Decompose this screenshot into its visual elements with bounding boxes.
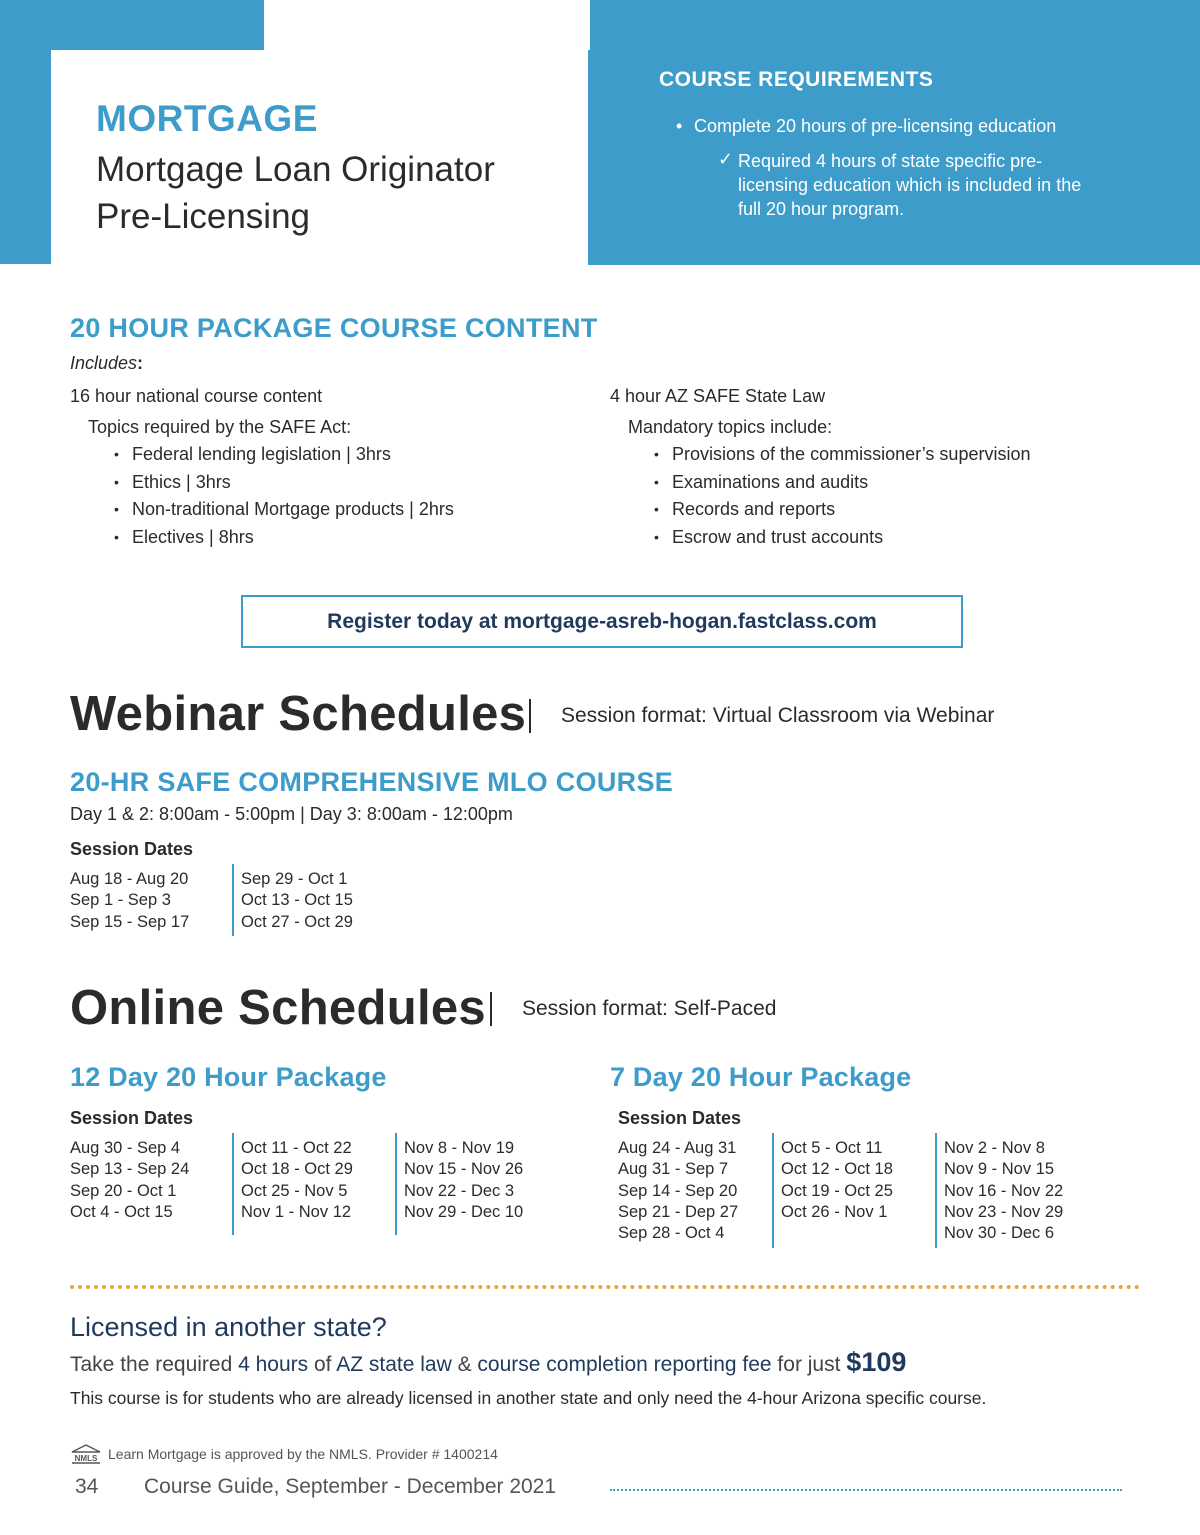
list-item-text: Examinations and audits [672,471,869,492]
offer-text: & [451,1353,478,1376]
date-range: Nov 9 - Nov 15 [944,1160,1055,1179]
header-white-notch [264,0,590,50]
session-dates-label: Session Dates [70,1108,194,1128]
online-format: Session format: Self-Paced [522,997,777,1020]
bullet-icon: • [114,446,119,462]
category-title: MORTGAGE [96,98,318,139]
offer-price: $109 [846,1347,907,1377]
date-range: Nov 16 - Nov 22 [944,1181,1064,1200]
date-range: Sep 1 - Sep 3 [70,891,171,910]
guide-title: Course Guide, September - December 2021 [144,1475,557,1498]
date-range: Aug 24 - Aug 31 [618,1139,737,1157]
date-range: Oct 12 - Oct 18 [781,1160,893,1179]
date-range: Nov 8 - Nov 19 [404,1139,515,1157]
webinar-format: Session format: Virtual Classroom via Webinar [561,704,995,727]
includes-label [70,353,143,374]
requirement-item: Complete 20 hours of pre-licensing education [694,116,1057,136]
footer-divider [610,1489,1122,1491]
pkg7-dates-col2 [781,1138,893,1223]
list-item-text: Ethics | 3hrs [132,471,231,492]
nmls-logo-text: NMLS [74,1454,98,1463]
date-range: Sep 13 - Sep 24 [70,1160,190,1179]
list-item-text: Electives | 8hrs [132,526,254,547]
offer-text: for just [771,1353,847,1376]
pkg12-dates-col2 [241,1138,353,1223]
offer-text: of [308,1353,337,1376]
course-name-line2: Pre-Licensing [96,197,310,236]
heading-divider [490,992,492,1026]
date-range: Aug 31 - Sep 7 [618,1160,729,1179]
column-divider [395,1133,397,1235]
column-divider [232,1133,234,1235]
date-range: Oct 26 - Nov 1 [781,1202,888,1221]
register-link[interactable] [241,595,963,648]
date-range: Aug 18 - Aug 20 [70,870,189,888]
date-range: Oct 11 - Oct 22 [241,1139,352,1157]
offer-text: Take the required [70,1353,239,1376]
check-icon: ✓ [718,149,734,169]
mandatory-topics-subheading: Mandatory topics include: [628,417,833,437]
webinar-dates-col1 [70,869,189,933]
requirements-title: COURSE REQUIREMENTS [659,68,934,91]
heading-divider [529,699,531,733]
list-item [114,524,454,552]
bullet-icon: • [114,473,119,490]
date-range: Oct 13 - Oct 15 [241,891,353,910]
column-divider [935,1133,937,1248]
date-range: Oct 4 - Oct 15 [70,1202,173,1221]
date-range: Sep 14 - Sep 20 [618,1181,738,1200]
date-range: Oct 25 - Nov 5 [241,1181,348,1200]
date-range: Sep 15 - Sep 17 [70,912,190,931]
bullet-icon: • [654,528,659,545]
date-range: Nov 23 - Nov 29 [944,1202,1064,1221]
nmls-logo-icon [70,1443,102,1465]
list-item-text: Provisions of the commissioner’s supervision [672,444,1031,464]
list-item [114,496,454,524]
date-range: Aug 30 - Sep 4 [70,1139,181,1157]
pkg12-dates-col1 [70,1138,189,1223]
list-item [114,441,454,469]
date-range: Nov 29 - Dec 10 [404,1202,524,1221]
section-divider [70,1285,1140,1289]
requirement-subitem: Required 4 hours of state specific pre-licensing education which is included in the full 20 hour program. [738,151,1082,219]
pkg7-dates-col3 [944,1138,1063,1244]
mandatory-topic-list [654,441,1031,551]
page-number: 34 [75,1475,99,1498]
date-range: Oct 27 - Oct 29 [241,912,353,931]
licensed-title: Licensed in another state? [70,1312,387,1342]
course-name [96,146,495,240]
list-item [654,469,1030,497]
webinar-schedules-heading: Webinar Schedules [70,687,527,741]
date-range: Sep 20 - Oct 1 [70,1181,177,1200]
course-name-line1: Mortgage Loan Originator [96,150,495,189]
national-content-heading: 16 hour national course content [70,386,323,406]
date-range: Sep 29 - Oct 1 [241,870,348,888]
pkg12-dates-col3 [404,1138,523,1223]
session-dates-label: Session Dates [618,1108,742,1128]
webinar-course-times: Day 1 & 2: 8:00am - 5:00pm | Day 3: 8:00am - 12:00pm [70,804,513,824]
list-item [654,441,1031,469]
bullet-icon: • [114,501,119,517]
date-range: Oct 19 - Oct 25 [781,1181,893,1200]
session-dates-label: Session Dates [70,839,194,859]
date-range: Nov 15 - Nov 26 [404,1160,524,1179]
bullet-icon: • [654,473,659,490]
bullet-icon: • [654,446,659,462]
bullet-icon: • [114,528,119,545]
safe-act-subheading: Topics required by the SAFE Act: [88,417,352,437]
includes-text: Includes [70,353,138,373]
pkg7-title: 7 Day 20 Hour Package [610,1062,912,1092]
list-item-text: Non-traditional Mortgage products | 2hrs [132,499,454,519]
list-item-text: Federal lending legislation | 3hrs [132,444,391,464]
nmls-approval: Learn Mortgage is approved by the NMLS. Provider # 1400214 [108,1446,498,1462]
webinar-course-title: 20-HR SAFE COMPREHENSIVE MLO COURSE [70,767,674,797]
list-item-text: Escrow and trust accounts [672,526,884,547]
date-range: Oct 5 - Oct 11 [781,1139,883,1157]
date-range: Sep 28 - Oct 4 [618,1224,725,1243]
safe-act-topic-list [114,441,454,551]
bullet-icon: • [654,501,659,517]
pkg7-dates-col1 [618,1138,738,1244]
offer-law: AZ state law [336,1353,452,1376]
state-law-heading: 4 hour AZ SAFE State Law [610,386,826,406]
date-range: Nov 2 - Nov 8 [944,1139,1045,1157]
offer-fee: course completion reporting fee [477,1353,772,1376]
package-content-title: 20 HOUR PACKAGE COURSE CONTENT [70,313,598,343]
licensed-note: This course is for students who are already licensed in another state and only need the 4-hour Arizona specific course. [70,1388,987,1408]
pkg12-title: 12 Day 20 Hour Package [70,1062,387,1092]
list-item [114,469,454,497]
online-schedules-heading: Online Schedules [70,981,486,1035]
list-item-text: Records and reports [672,499,836,519]
licensed-offer [70,1347,906,1378]
offer-hours: 4 hours [238,1353,309,1376]
column-divider [232,864,234,936]
list-item [654,496,1030,524]
register-link-text[interactable]: Register today at mortgage-asreb-hogan.fastclass.com [327,609,877,633]
includes-colon: : [137,353,144,373]
date-range: Sep 21 - Dep 27 [618,1202,739,1221]
date-range: Nov 1 - Nov 12 [241,1202,352,1221]
webinar-dates-col2 [241,869,353,933]
date-range: Nov 30 - Dec 6 [944,1224,1055,1243]
list-item [654,524,1030,552]
column-divider [772,1133,774,1248]
date-range: Nov 22 - Dec 3 [404,1181,515,1200]
bullet-icon: • [676,116,683,136]
date-range: Oct 18 - Oct 29 [241,1160,353,1179]
